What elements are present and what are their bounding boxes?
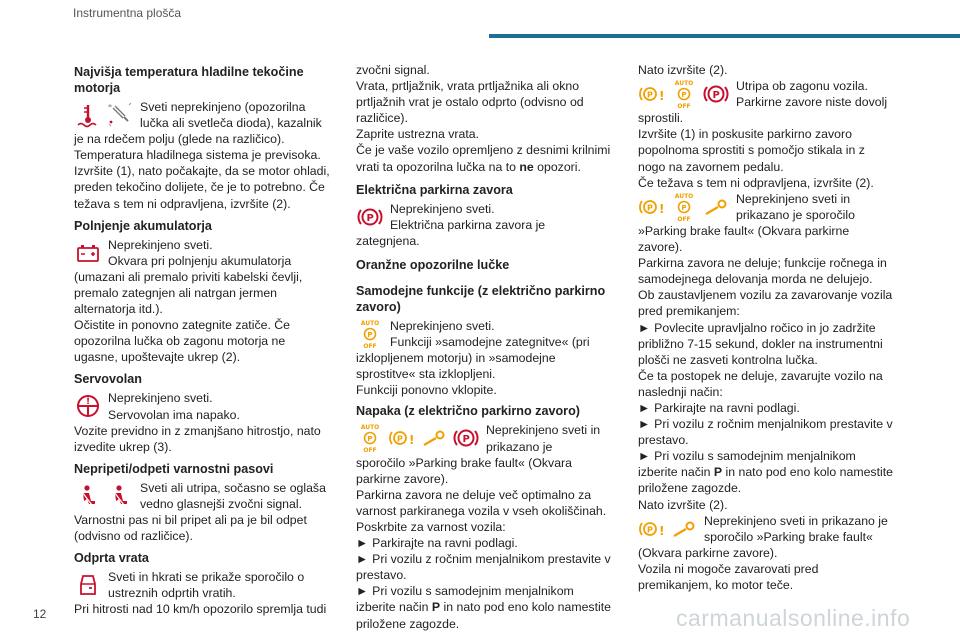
svg-text:AUTO: AUTO: [360, 424, 380, 432]
steady-bullet-4-b: P: [713, 465, 723, 480]
svg-text:!: !: [659, 523, 665, 538]
auto-label: AUTO: [360, 319, 380, 327]
svg-text:P: P: [367, 330, 373, 339]
door-text: Pri hitrosti nad 10 km/h opozorilo spremlja tudi: [74, 602, 327, 617]
wrench-icon: [670, 515, 698, 543]
svg-text:AUTO: AUTO: [674, 80, 694, 88]
belts-line2: vedno glasnejši zvočni signal.: [140, 496, 303, 511]
svg-text:P: P: [712, 90, 720, 102]
coolant-text: je na rdečem polju (glede na različico). Temperatura hladilnega sistema je previsoka. Izvršite (1), nato počakajte, da se motor ohladi, preden tekočino dolijete, če je to potrebno. Če težava s tem ni odpravljena, izvršite (2).: [74, 132, 330, 211]
column-1: [74, 62, 330, 617]
section-title-auto: Samodejne funkcije (z električno parkirno zavoro): [356, 283, 606, 314]
fault-bullet-1: ► Parkirajte na ravni podlagi.: [356, 536, 518, 551]
battery-line1: Neprekinjeno sveti.: [108, 237, 213, 252]
section-title-belts: Nepripeti/odpeti varnostni pasovi: [74, 461, 274, 476]
door-line1: Sveti in hkrati se prikaže sporočilo o: [108, 570, 305, 585]
column-2: [356, 62, 612, 632]
col3-top: Nato izvršite (2).: [638, 63, 728, 77]
steering-block: [74, 390, 330, 422]
door-continuation: zvočni signal. Vrata, prtljažnik, vrata prtljažnika ali okno prtljažnih vrat je ostalo odprto (odvisno od različice). Zaprite ustrezna vrata.: [356, 63, 584, 142]
seatbelt-icon: [74, 482, 102, 510]
steady-then: Nato izvršite (2).: [638, 497, 728, 512]
steady-line2: prikazano je sporočilo: [736, 207, 855, 222]
last-block: [638, 513, 894, 545]
svg-text:P: P: [647, 203, 653, 213]
page-number: 12: [33, 607, 47, 621]
door-note-b: ne: [519, 159, 534, 174]
section-title-steering: Servovolan: [74, 372, 142, 387]
svg-text:!: !: [86, 397, 91, 408]
steady-bullet-4-a: Pri vozilu s samodejnim menjalnikom izberite način: [638, 449, 856, 480]
steady-bullet-3: ► Pri vozilu z ročnim menjalnikom prestavite v prestavo.: [638, 417, 893, 448]
battery-text: (umazani ali premalo priviti kabelski čevlji, premalo zategnjen ali natrgan jermen alternatorja itd.). Očistite in ponovno zategnite zatiče. Če opozorilna lučka ob zagonu motorja ne ugasne, upoštevajte ukrep (2).: [74, 269, 303, 365]
steering-line2: Servovolan ima napako.: [108, 407, 240, 422]
last-line1: Neprekinjeno sveti in prikazano je: [704, 513, 888, 528]
blink-line2: Parkirne zavore niste dovolj: [736, 95, 888, 110]
auto-off-icon: [356, 424, 384, 452]
fault-bullet-2-text: Pri vozilu z ročnim menjalnikom prestavite v prestavo.: [356, 552, 611, 583]
fault-bullet-2: ► Pri vozilu z ročnim menjalnikom prestavite v prestavo.: [356, 552, 611, 583]
steady-after: Če ta postopek ne deluje, zavarujte vozilo na naslednji način:: [638, 368, 883, 399]
epb-line2: Električna parkirna zavora je zategnjena.: [356, 217, 546, 248]
svg-text:P: P: [366, 212, 374, 224]
belts-block: [74, 480, 330, 512]
parking-brake-icon: [452, 424, 480, 452]
blink-block: [638, 78, 894, 110]
battery-icon: [74, 239, 102, 267]
fault-text: sporočilo »Parking brake fault« (Okvara parkirne zavore). Parkirna zavora ne deluje več optimalno za varnost parkiranega vozila v vseh okoliščinah. Poskrbite za varnost vozila:: [356, 455, 607, 534]
brake-fault-icon: [638, 515, 666, 543]
seatbelt-icon: [106, 482, 134, 510]
fault-bullet-3-c: in nato pod eno kolo namestite priložene zagozde.: [356, 600, 611, 631]
fault-bullet-3-b: P: [431, 600, 441, 615]
auto-block: [356, 318, 612, 350]
fault-bullet-3-a: Pri vozilu s samodejnim menjalnikom izberite način: [356, 584, 574, 615]
steady-bullet-4-c: in nato pod eno kolo namestite priložene zagozde.: [638, 465, 893, 496]
header-bar: [489, 34, 960, 38]
coolant-temp-icon: [74, 101, 102, 129]
svg-text:P: P: [462, 434, 470, 446]
coolant-block: [74, 99, 330, 131]
svg-text:OFF: OFF: [677, 103, 691, 110]
steady-block: [638, 191, 894, 223]
parking-brake-icon: [356, 203, 384, 231]
battery-line2: Okvara pri polnjenju akumulatorja: [108, 253, 292, 268]
last-text: (Okvara parkirne zavore). Vozila ni mogoče zavarovati pred premikanjem, ko motor teče.: [638, 545, 819, 592]
fault-line1: Neprekinjeno sveti in: [486, 423, 601, 438]
off-label: OFF: [363, 342, 377, 349]
svg-text:P: P: [681, 203, 687, 212]
svg-text:!: !: [659, 201, 665, 216]
section-title-epb: Električna parkirna zavora: [356, 182, 513, 197]
steady-bullet-3-text: Pri vozilu z ročnim menjalnikom prestavite v prestavo.: [638, 417, 893, 448]
brake-fault-icon: [638, 80, 666, 108]
epb-line1: Neprekinjeno sveti.: [390, 201, 495, 216]
svg-text:!: !: [409, 433, 415, 448]
blink-text: sprostili. Izvršite (1) in poskusite parkirno zavoro popolnoma sprostiti s pomočjo stikala in z nogo na zavornem pedalu. Če težava s tem ni odpravljena, izvršite (2).: [638, 111, 874, 190]
door-line2: ustreznih odprtih vratih.: [108, 586, 236, 601]
auto-off-icon: [356, 320, 384, 348]
door-note-c: opozori.: [533, 159, 581, 174]
belts-text: Varnostni pas ni bil pripet ali pa je bil odpet (odvisno od različice).: [74, 512, 307, 544]
brake-fault-icon: [638, 193, 666, 221]
steering-icon: [74, 392, 102, 420]
door-block: [74, 569, 330, 601]
fault-bullet-1-text: Parkirajte na ravni podlagi.: [372, 536, 518, 551]
auto-line2: Funkciji »samodejne zategnitve« (pri: [390, 335, 590, 350]
steady-bullet-2-text: Parkirajte na ravni podlagi.: [654, 400, 800, 415]
coolant-led-icon: [106, 101, 134, 129]
svg-text:P: P: [681, 91, 687, 100]
steady-bullet-1-text: Povlecite upravljalno ročico in jo zadržite približno 7-15 sekund, dokler na instrumentni plošči ne zasveti kontrolna lučka.: [638, 320, 883, 367]
steady-line1: Neprekinjeno sveti in: [736, 191, 851, 206]
section-title-door: Odprta vrata: [74, 551, 149, 566]
svg-text:AUTO: AUTO: [674, 192, 694, 200]
fault-bullet-3: ► Pri vozilu s samodejnim menjalnikom izberite način P in nato pod eno kolo namestite priložene zagozde.: [356, 584, 611, 631]
blink-line1: Utripa ob zagonu vozila.: [736, 79, 868, 94]
fault-line2: prikazano je: [486, 439, 553, 454]
section-title-orange: Oranžne opozorilne lučke: [356, 257, 510, 272]
svg-text:P: P: [647, 525, 653, 535]
auto-off-icon: [670, 80, 698, 108]
wrench-icon: [702, 193, 730, 221]
epb-block: [356, 201, 612, 249]
auto-off-icon: [670, 193, 698, 221]
svg-text:P: P: [397, 434, 403, 444]
parking-brake-icon: [702, 80, 730, 108]
watermark: carmanualsonline.info: [676, 605, 911, 631]
steering-text: Vozite previdno in z zmanjšano hitrostjo, nato izvedite ukrep (3).: [74, 423, 321, 454]
steering-line1: Neprekinjeno sveti.: [108, 391, 213, 406]
door-note-a: Če je vaše vozilo opremljeno z desnimi krilnimi vrati ta opozorilna lučka na to: [356, 143, 611, 174]
fault-block: [356, 422, 612, 454]
svg-text:OFF: OFF: [677, 215, 691, 222]
steady-bullet-2: ► Parkirajte na ravni podlagi.: [638, 400, 800, 415]
auto-text: izklopljenem motorju) in »samodejne sprostitve« sta izklopljeni. Funkciji ponovno vklopite.: [356, 351, 556, 398]
door-open-icon: [74, 571, 102, 599]
section-title-coolant: Najvišja temperatura hladilne tekočine motorja: [74, 65, 304, 95]
steady-bullet-1: ► Povlecite upravljalno ročico in jo zadržite približno 7-15 sekund, dokler na instrumentni plošči ne zasveti kontrolna lučka.: [638, 320, 883, 367]
brake-fault-icon: [388, 424, 416, 452]
svg-text:!: !: [659, 89, 665, 104]
belts-line1: Sveti ali utripa, sočasno se oglaša: [140, 480, 326, 495]
column-3: [638, 62, 894, 593]
section-title-fault: Napaka (z električno parkirno zavoro): [356, 404, 580, 419]
door-note: [356, 142, 612, 174]
coolant-line2: lučka ali svetleča dioda), kazalnik: [140, 116, 322, 131]
header-title: Instrumentna plošča: [73, 6, 182, 20]
wrench-icon: [420, 424, 448, 452]
section-title-battery: Polnjenje akumulatorja: [74, 218, 212, 233]
coolant-line1: Sveti neprekinjeno (opozorilna: [140, 100, 306, 114]
svg-text:OFF: OFF: [363, 447, 377, 454]
svg-text:P: P: [647, 90, 653, 100]
steady-bullet-4: ► Pri vozilu s samodejnim menjalnikom izberite način P in nato pod eno kolo namestite priložene zagozde.: [638, 449, 893, 496]
auto-line1: Neprekinjeno sveti.: [390, 318, 495, 333]
last-line2: sporočilo »Parking brake fault«: [704, 529, 873, 544]
steady-text: »Parking brake fault« (Okvara parkirne zavore). Parkirna zavora ne deluje; funkcije ročnega in samodejnega delovanja morda ne delujejo. Ob zaustavljenem vozilu za zavarovanje vozila pred premikanjem:: [638, 223, 893, 319]
svg-text:P: P: [367, 435, 373, 444]
battery-block: [74, 237, 330, 269]
